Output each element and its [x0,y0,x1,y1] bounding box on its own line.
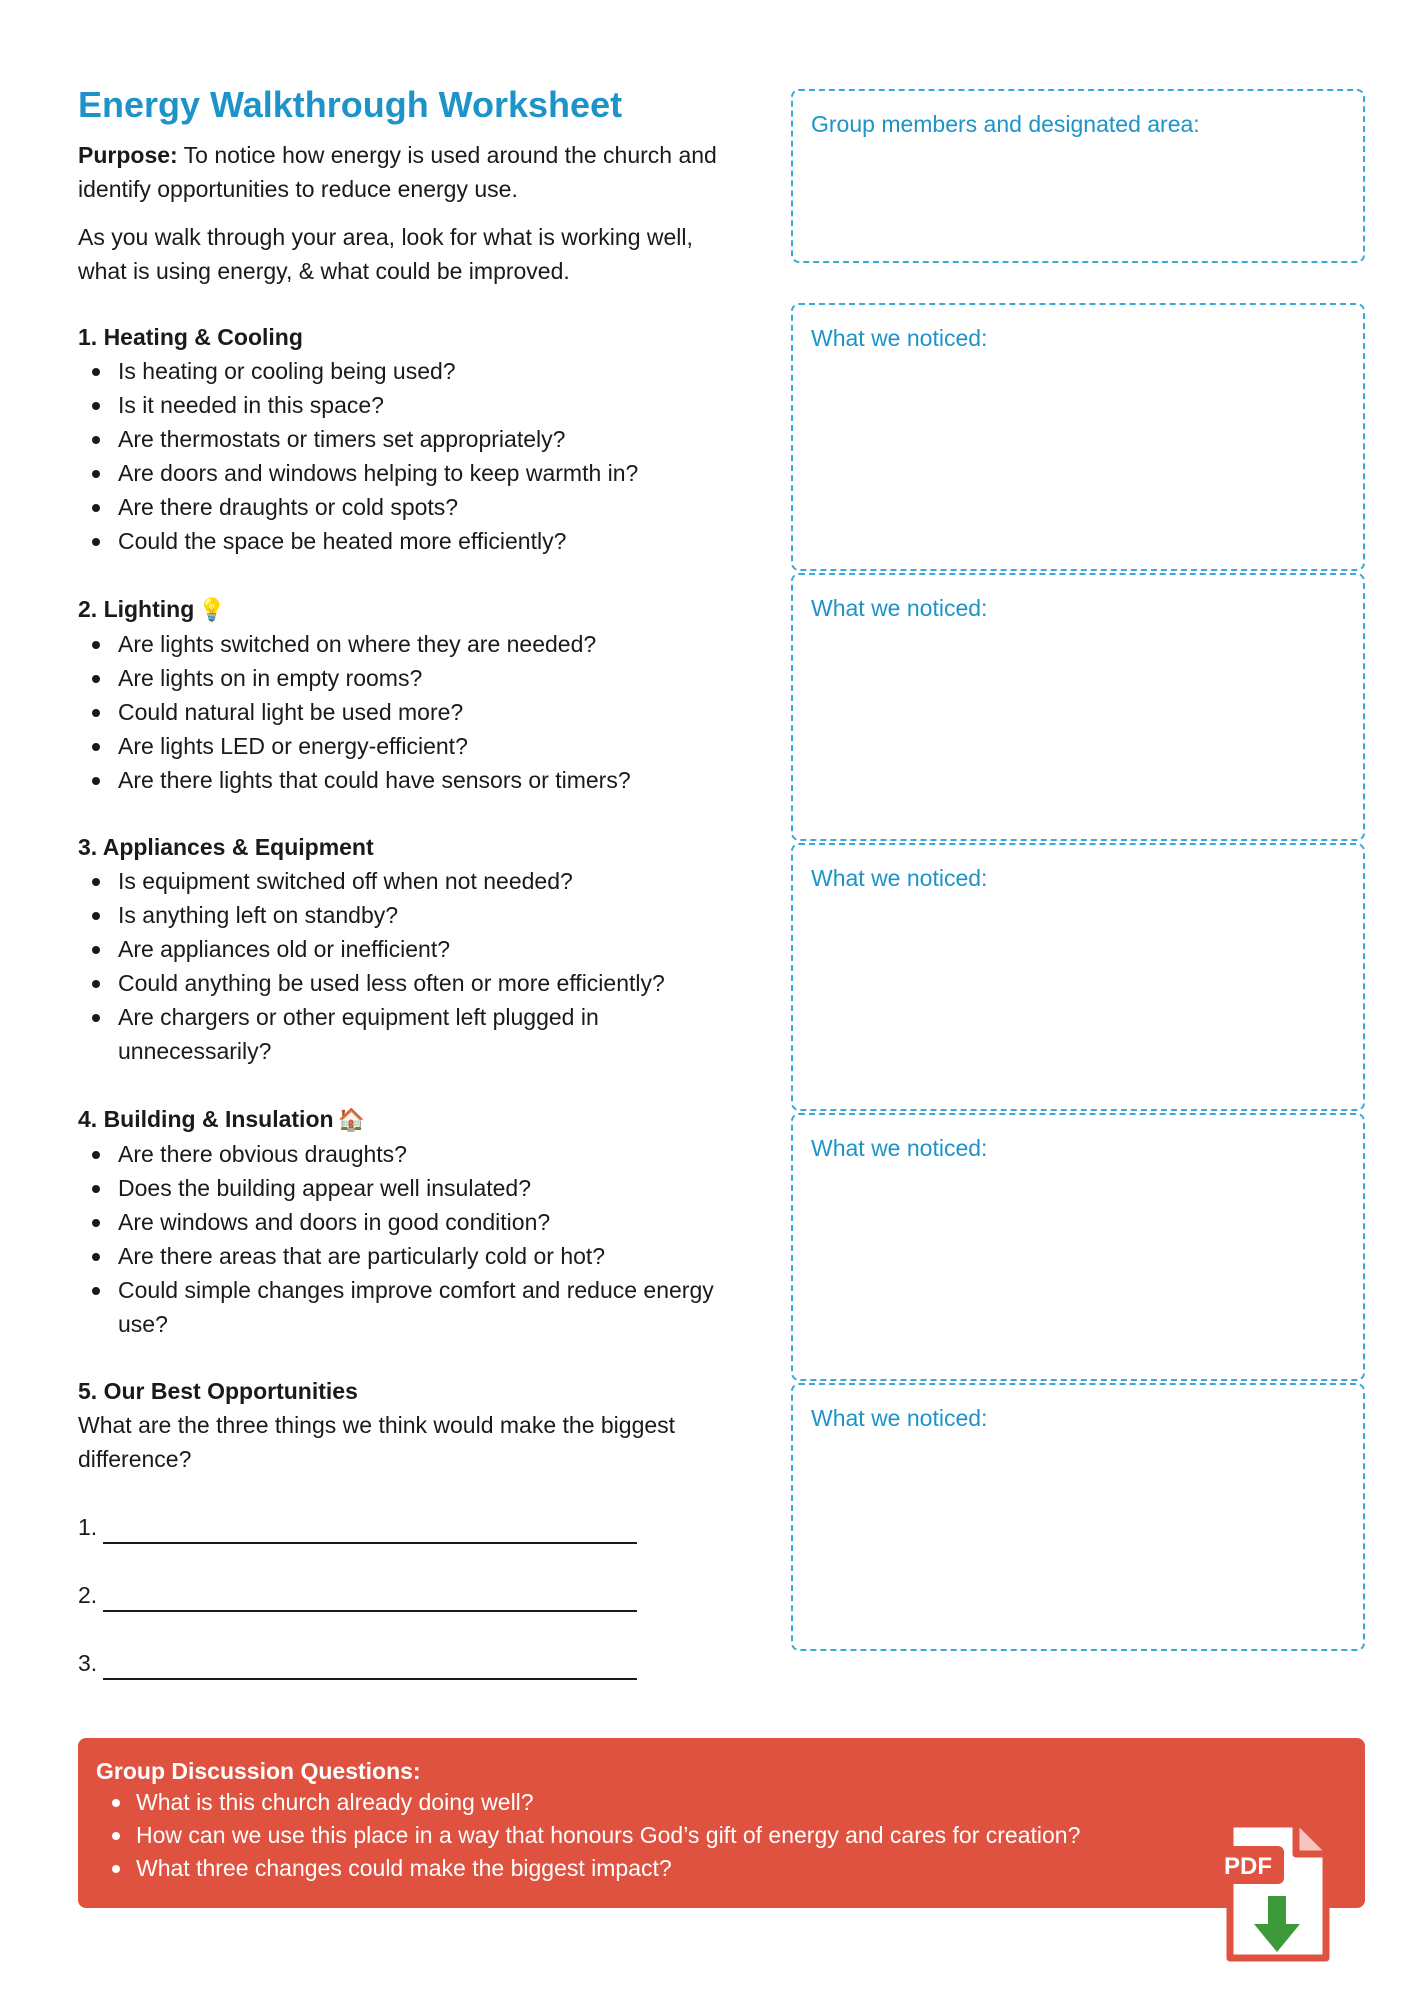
section-heading [78,1102,778,1137]
discussion-item: What is this church already doing well? [96,1786,1347,1819]
section-heading-text: 1. Heating & Cooling [78,324,303,350]
list-item: Are lights on in empty rooms? [78,661,778,695]
list-item: Are there areas that are particularly cold or hot? [78,1239,778,1273]
notes-box-building[interactable] [791,1113,1365,1381]
list-item: Are lights switched on where they are needed? [78,627,778,661]
list-item: Are appliances old or inefficient? [78,932,778,966]
list-item: Does the building appear well insulated? [78,1171,778,1205]
checklist [78,1137,778,1341]
list-item: Could the space be heated more efficiently? [78,524,778,558]
group-members-box[interactable] [791,89,1365,263]
purpose-text: To notice how energy is used around the church and identify opportunities to reduce energy use. [78,142,717,202]
checklist [78,354,778,558]
list-item: Are doors and windows helping to keep warmth in? [78,456,778,490]
section-heading [78,592,778,627]
pdf-badge-text: PDF [1224,1853,1272,1880]
list-item: Could simple changes improve comfort and reduce energy use? [78,1273,718,1341]
checklist [78,627,778,797]
discussion-item: What three changes could make the biggest impact? [96,1852,1347,1885]
discussion-heading: Group Discussion Questions: [96,1758,421,1784]
notes-box-opportunities[interactable] [791,1383,1365,1651]
notes-box-lighting[interactable] [791,573,1365,841]
section-heating-cooling [78,320,778,558]
section-heading [78,320,778,354]
answer-rule[interactable] [103,1520,637,1544]
discussion-list [96,1786,1347,1885]
answer-rule[interactable] [103,1588,637,1612]
list-item: Could natural light be used more? [78,695,778,729]
notes-label: What we noticed: [811,595,988,621]
section-appliances [78,830,778,1068]
list-item: Are windows and doors in good condition? [78,1205,778,1239]
section-heading-text: 3. Appliances & Equipment [78,834,374,860]
section-building [78,1102,778,1341]
group-members-label: Group members and designated area: [811,111,1200,137]
intro-paragraph: As you walk through your area, look for what is working well, what is using energy, & what could be improved. [78,224,693,284]
section-heading-text: 2. Lighting [78,596,195,622]
discussion-panel [78,1738,1365,1908]
section-heading [78,1374,778,1408]
checklist [78,864,778,1068]
notes-label: What we noticed: [811,325,988,351]
list-item: Are there draughts or cold spots? [78,490,778,524]
answer-rule[interactable] [103,1656,637,1680]
list-item: Are thermostats or timers set appropriately? [78,422,778,456]
list-item: Is it needed in this space? [78,388,778,422]
answer-line-2[interactable] [78,1578,637,1612]
section-heading-text: 5. Our Best Opportunities [78,1378,358,1404]
discussion-item: How can we use this place in a way that honours God’s gift of energy and cares for creation? [96,1819,1347,1852]
list-item: Is anything left on standby? [78,898,778,932]
list-item: Could anything be used less often or more efficiently? [78,966,778,1000]
list-item: Are chargers or other equipment left plugged in unnecessarily? [78,1000,678,1068]
list-item: Is equipment switched off when not needed? [78,864,778,898]
pdf-download-icon[interactable] [1208,1818,1338,1968]
notes-label: What we noticed: [811,865,988,891]
section-heading [78,830,778,864]
intro-block [78,80,778,302]
notes-label: What we noticed: [811,1405,988,1431]
list-item: Are there lights that could have sensors or timers? [78,763,778,797]
answer-number: 2. [78,1582,98,1608]
section-lighting [78,592,778,797]
list-item: Are lights LED or energy-efficient? [78,729,778,763]
purpose-label: Purpose: [78,142,178,168]
list-item: Is heating or cooling being used? [78,354,778,388]
lightbulb-icon: 💡 [198,597,226,622]
section-best-opportunities [78,1374,778,1476]
purpose-paragraph [78,138,778,206]
answer-number: 3. [78,1650,98,1676]
notes-label: What we noticed: [811,1135,988,1161]
answer-line-1[interactable] [78,1510,637,1544]
section-heading-text: 4. Building & Insulation [78,1106,334,1132]
answer-number: 1. [78,1514,98,1540]
notes-box-heating[interactable] [791,303,1365,571]
list-item: Are there obvious draughts? [78,1137,778,1171]
notes-box-appliances[interactable] [791,843,1365,1111]
answer-line-3[interactable] [78,1646,637,1680]
house-icon: 🏠 [337,1107,365,1132]
page-title: Energy Walkthrough Worksheet [78,84,623,125]
section-prompt: What are the three things we think would make the biggest difference? [78,1412,676,1472]
